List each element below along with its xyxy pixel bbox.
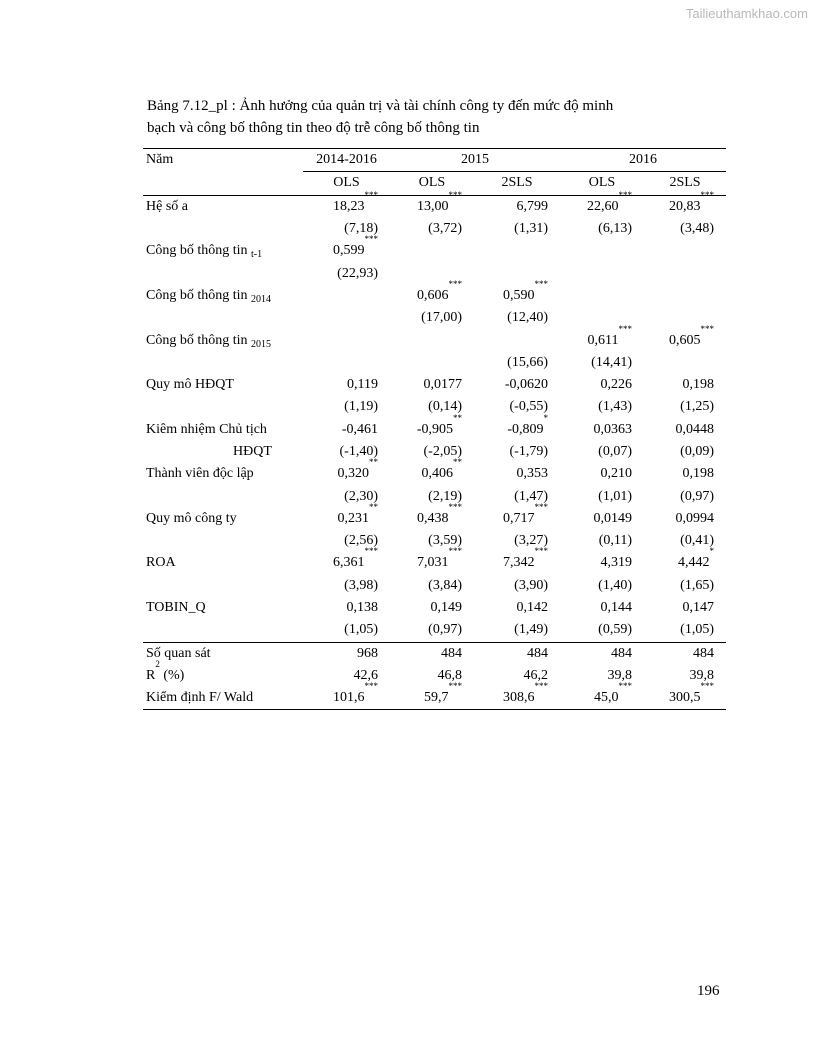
table-row — [143, 195, 726, 218]
header-period-2016: 2016 — [560, 149, 726, 172]
caption-line-1: Bảng 7.12_pl : Ảnh hưởng của quản trị và tài chính công ty đến mức độ minh — [147, 98, 614, 114]
table-cell: 6,361*** — [333, 546, 378, 571]
table-cell: 39,8 — [689, 667, 714, 683]
table-cell: 101,6*** — [303, 687, 390, 710]
table-cell: (7,18) — [344, 221, 378, 237]
table-cell: 308,6*** — [474, 687, 560, 710]
header-method: 2SLS — [644, 172, 726, 195]
table-row-se — [143, 441, 726, 463]
table-cell: (1,31) — [514, 221, 548, 237]
table-cell: 22,60*** — [587, 189, 632, 214]
table-cell: 4,442* — [678, 546, 714, 571]
table-row-se — [143, 485, 726, 507]
table-cell: (2,56) — [344, 533, 378, 549]
table-cell: -0,905** — [416, 412, 462, 437]
table-cell: 484 — [441, 645, 462, 661]
row-label: Hệ số a — [146, 198, 188, 214]
table-row-se — [143, 218, 726, 240]
table-cell: 0,226 — [600, 377, 632, 393]
table-cell: (3,90) — [514, 577, 548, 593]
table-cell: (15,66) — [507, 354, 548, 370]
table-cell: (-2,05) — [423, 444, 462, 459]
row-label: Số quan sát — [146, 645, 211, 661]
table-cell: 0,0363 — [593, 421, 632, 437]
table-cell: 0,231** — [337, 501, 378, 526]
table-cell: 484 — [527, 645, 548, 661]
table-cell: 0,198 — [682, 466, 714, 482]
page-number: 196 — [697, 983, 720, 999]
table-cell: 0,210 — [600, 466, 632, 482]
table-cell: 300,5*** — [644, 687, 726, 710]
table-cell: 0,0149 — [593, 510, 632, 526]
table-cell: (1,01) — [598, 488, 632, 504]
table-row-se — [143, 575, 726, 597]
table-cell: 0,611*** — [587, 323, 632, 348]
table-cell: 20,83*** — [669, 189, 714, 214]
table-cell: (1,47) — [514, 488, 548, 504]
table-row — [143, 687, 726, 710]
table-cell: -0,0620 — [504, 377, 548, 393]
table-cell: (1,65) — [680, 577, 714, 593]
table-cell: 0,0994 — [675, 510, 714, 526]
table-cell: (2,30) — [344, 488, 378, 504]
table-cell: (0,97) — [390, 619, 474, 642]
table-cell: 0,606*** — [417, 278, 462, 303]
table-row — [143, 642, 726, 665]
table-row-se — [143, 352, 726, 374]
row-label: Công bố thông tin $_{t-1}$ — [146, 243, 263, 261]
table-row — [143, 329, 726, 351]
header-period-2015: 2015 — [390, 149, 560, 172]
table-cell: 0,0177 — [423, 377, 462, 393]
table-cell: (3,59) — [428, 533, 462, 549]
table-row-se — [143, 396, 726, 418]
row-label: $R^2$ (%) — [146, 658, 185, 683]
table-cell: 7,031*** — [417, 546, 462, 571]
table-cell: 0,599*** — [333, 234, 378, 259]
header-method: OLS — [390, 172, 474, 195]
table-cell: (3,84) — [428, 577, 462, 593]
table-cell: (1,19) — [344, 399, 378, 415]
table-cell: (6,13) — [598, 221, 632, 237]
table-cell: 0,590*** — [503, 278, 548, 303]
table-row — [143, 597, 726, 619]
table-cell: (1,25) — [680, 399, 714, 415]
table-row-se — [143, 307, 726, 329]
table-cell: 0,717*** — [503, 501, 548, 526]
header-method: OLS — [303, 172, 390, 195]
table-cell: (2,19) — [428, 488, 462, 504]
table-cell: 13,00*** — [417, 189, 462, 214]
row-label-continued: HĐQT — [233, 444, 272, 459]
table-cell: -0,461 — [341, 421, 378, 437]
table-row — [143, 552, 726, 574]
table-cell: 0,353 — [516, 466, 548, 482]
table-row — [143, 665, 726, 687]
header-row-years — [143, 149, 726, 172]
row-label: TOBIN_Q — [146, 600, 206, 616]
table-cell: 0,144 — [600, 600, 632, 616]
table-cell: 0,147 — [682, 600, 714, 616]
table-cell: (0,14) — [428, 399, 462, 415]
table-cell: 39,8 — [607, 667, 632, 683]
table-cell: (1,05) — [644, 619, 726, 642]
table-cell: 0,119 — [347, 377, 378, 393]
table-cell: 6,799 — [516, 198, 548, 214]
row-label: Thành viên độc lập — [146, 466, 254, 482]
table-cell: (12,40) — [507, 310, 548, 326]
header-year-label: Năm — [143, 149, 303, 172]
table-row-se — [143, 262, 726, 284]
table-cell: 0,142 — [516, 600, 548, 616]
table-row-se — [143, 619, 726, 642]
table-cell: 0,605*** — [669, 323, 714, 348]
header-period-2014-2016: 2014-2016 — [303, 149, 390, 172]
table-row-se — [143, 530, 726, 552]
table-cell: (17,00) — [421, 310, 462, 326]
table-cell: 0,320** — [337, 457, 378, 482]
table-cell: (22,93) — [337, 265, 378, 281]
row-label: Kiêm nhiệm Chủ tịch — [146, 421, 267, 437]
row-label: Kiểm định F/ Wald — [143, 687, 303, 710]
table-cell: 59,7*** — [390, 687, 474, 710]
row-label: Quy mô công ty — [146, 510, 237, 526]
table-cell: (3,48) — [680, 221, 714, 237]
table-cell: 484 — [693, 645, 714, 661]
table-cell: (-1,79) — [509, 444, 548, 459]
header-method: 2SLS — [474, 172, 560, 195]
table-cell: (0,97) — [680, 488, 714, 504]
table-cell: (-0,55) — [509, 399, 548, 415]
row-label: ROA — [146, 555, 176, 571]
table-caption — [147, 95, 737, 139]
table-cell: (0,59) — [560, 619, 644, 642]
table-cell: (0,09) — [680, 444, 714, 459]
table-cell: 0,198 — [682, 377, 714, 393]
table-cell: 484 — [611, 645, 632, 661]
header-row-methods — [143, 172, 726, 195]
table-cell: (1,05) — [303, 619, 390, 642]
table-cell: 968 — [357, 645, 378, 661]
table-cell: 0,438*** — [417, 501, 462, 526]
table-cell: 0,406** — [421, 457, 462, 482]
table-cell: 0,0448 — [675, 421, 714, 437]
table-row — [143, 240, 726, 262]
table-cell: (3,98) — [344, 577, 378, 593]
table-cell: (0,41) — [680, 533, 714, 549]
table-row — [143, 508, 726, 530]
table-cell: (0,07) — [598, 444, 632, 459]
table-cell: 4,319 — [600, 555, 632, 571]
table-cell: (1,49) — [474, 619, 560, 642]
header-method: OLS — [560, 172, 644, 195]
table-cell: 42,6 — [353, 667, 378, 683]
table-cell: (14,41) — [591, 354, 632, 370]
table-cell: (3,27) — [514, 533, 548, 549]
table-cell: (3,72) — [428, 221, 462, 237]
table-row — [143, 285, 726, 307]
table-cell: 46,2 — [523, 667, 548, 683]
table-row — [143, 463, 726, 485]
table-cell: 0,149 — [430, 600, 462, 616]
caption-line-2: bạch và công bố thông tin theo độ trễ công bố thông tin — [147, 120, 480, 136]
row-label: Công bố thông tin $_{2015}$ — [146, 332, 272, 350]
table-cell: (1,40) — [598, 577, 632, 593]
row-label: Quy mô HĐQT — [146, 377, 234, 393]
table-cell: 45,0*** — [560, 687, 644, 710]
table-row — [143, 374, 726, 396]
row-label: Công bố thông tin $_{2014}$ — [146, 287, 272, 305]
watermark: Tailieuthamkhao.com — [685, 6, 808, 21]
table-cell: 0,138 — [346, 600, 378, 616]
table-cell: (-1,40) — [339, 444, 378, 459]
table-cell: (1,43) — [598, 399, 632, 415]
table-row — [143, 419, 726, 441]
regression-table — [143, 148, 726, 710]
table-cell: (0,11) — [598, 533, 632, 549]
table-cell: 46,8 — [437, 667, 462, 683]
table-cell: 18,23*** — [333, 189, 378, 214]
table-cell: -0,809* — [507, 412, 548, 437]
table-cell: 7,342*** — [503, 546, 548, 571]
